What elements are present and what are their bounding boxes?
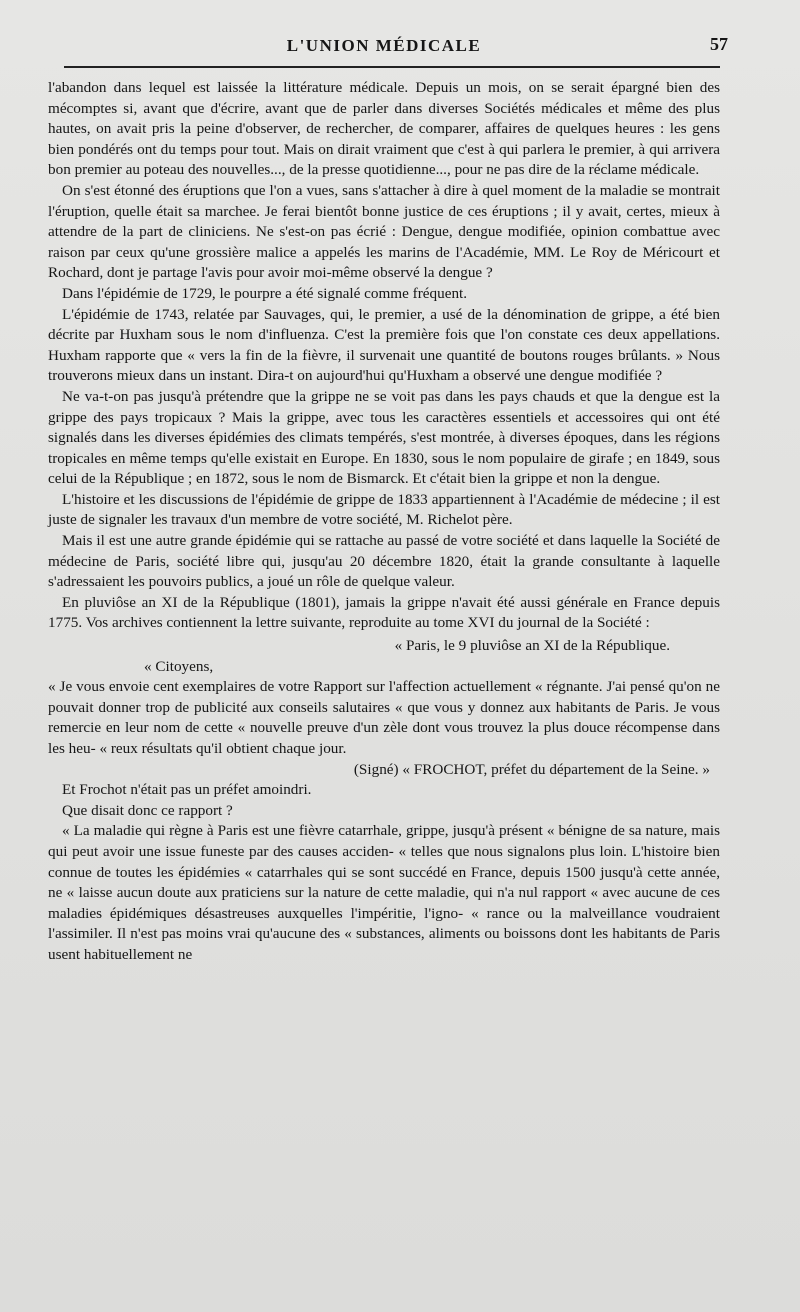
- paragraph-5: Ne va-t-on pas jusqu'à prétendre que la grippe ne se voit pas dans les pays chauds et que la dengue est la grippe des pays tropicaux ? Mais la grippe, avec tous les caractères essentiels et accessoires qui ont été signalés dans les diverses épidémies des climats tempérés, s'est montrée, à diverses époques, dans les régions tropicales en même temps qu'elle existait en Europe. En 1830, sous le nom populaire de girafe ; en 1849, sous celui de la République ; en 1872, sous le nom de Bismarck. Et c'était bien la grippe et non la dengue.: [48, 387, 720, 488]
- report-quote: « La maladie qui règne à Paris est une fièvre catarrhale, grippe, jusqu'à présent « bénigne de sa nature, mais qui peut avoir une issue funeste par des causes acciden- « telles que nous signalons plus loin. L'histoire bien connue de toutes les épidémies « catarrhales qui se sont succédé en France, depuis 1500 jusqu'à cette année, ne « laisse aucun doute aux praticiens sur la nature de cette maladie, qui n'a nul rapport « avec aucune de ces maladies épidémiques désastreuses auxquelles l'impéritie, l'igno- « rance ou la malveillance voudraient l'assimiler. Il n'est pas moins vrai qu'aucune des « substances, aliments ou boissons dont les habitants de Paris usent habituellement ne: [48, 822, 720, 963]
- after-letter-line-1: Et Frochot n'était pas un préfet amoindri.: [62, 781, 312, 799]
- paragraph-7: Mais il est une autre grande épidémie qui se rattache au passé de votre société et dans laquelle la Société de médecine de Paris, société libre qui, jusqu'au 20 décembre 1820, était la grande consultante à laquelle s'adressaient les pouvoirs publics, a joué un rôle de quelque valeur.: [48, 532, 720, 591]
- letter-body: « Je vous envoie cent exemplaires de votre Rapport sur l'affection actuellement « régnante. J'ai pensé qu'on ne pouvait donner trop de publicité aux conseils salutaires « que vous y donnez aux habitants de Paris. Je vous remercie en leur nom de cette « nouvelle preuve d'un zèle dont vous trouvez la plus douce récompense dans les heu- « reux résultats qu'il obtient chaque jour.: [48, 678, 720, 757]
- letter-signature: (Signé) « FROCHOT, préfet du département de la Seine. »: [353, 760, 710, 778]
- page-number: 57: [710, 34, 728, 54]
- after-letter-line-2: Que disait donc ce rapport ?: [62, 801, 233, 819]
- paragraph-3: Dans l'épidémie de 1729, le pourpre a été signalé comme fréquent.: [62, 284, 468, 302]
- paragraph-6: L'histoire et les discussions de l'épidémie de grippe de 1833 appartiennent à l'Académie de médecine ; il est juste de signaler les travaux d'un membre de votre société, M. Richelot père.: [48, 490, 720, 529]
- paragraph-8: En pluviôse an XI de la République (1801), jamais la grippe n'avait été aussi générale en France depuis 1775. Vos archives contiennent la lettre suivante, reproduite au tome XVI du journal de la Société :: [48, 593, 720, 632]
- header-rule: [64, 66, 720, 68]
- paragraph-2: On s'est étonné des éruptions que l'on a vues, sans s'attacher à dire à quel moment de la maladie se montrait l'éruption, quelle était sa marchee. Je ferai bientôt bonne justice de ces éruptions ; il y avait, certes, mieux à attendre de la part de cliniciens. Ne s'est-on pas écrié : Dengue, dengue modifiée, opinion combattue avec raison par ceux qu'une grossière malice a appelés les marins de l'Académie, MM. Le Roy de Méricourt et Rochard, dont je partage l'avis pour avoir moi-même observé la dengue ?: [48, 181, 720, 282]
- letter-date: « Paris, le 9 pluviôse an XI de la République.: [394, 637, 670, 655]
- paragraph-4: L'épidémie de 1743, relatée par Sauvages, qui, le premier, a usé de la dénomination de grippe, a été bien décrite par Huxham sous le nom d'influenza. C'est la première fois que l'on constate ces deux appellations. Huxham rapporte que « vers la fin de la fièvre, il survenait une quantité de boutons rouges brûlants. » Nous trouverons mieux dans un instant. Dira-t on aujourd'hui qu'Huxham a observé une dengue modifiée ?: [48, 305, 720, 385]
- running-head: [48, 30, 728, 62]
- article-body: [48, 78, 720, 966]
- letter-salutation: « Citoyens,: [144, 657, 214, 675]
- running-title: L'UNION MÉDICALE: [286, 36, 482, 55]
- paragraph-1: l'abandon dans lequel est laissée la littérature médicale. Depuis un mois, on se serait épargné bien des mécomptes si, avant que d'écrire, avant que de parler dans diverses Sociétés médicales et même des plus hautes, on avait pris la peine d'observer, de rechercher, de comparer, affaires de quelques heures : les gens bien pondérés ont du temps pour tout. Mais on dirait vraiment que c'est à qui parlera le premier, à qui arrivera bon premier au poteau des nouvelles..., de la presse quotidienne..., pour ne pas dire de la réclame médicale.: [48, 79, 720, 179]
